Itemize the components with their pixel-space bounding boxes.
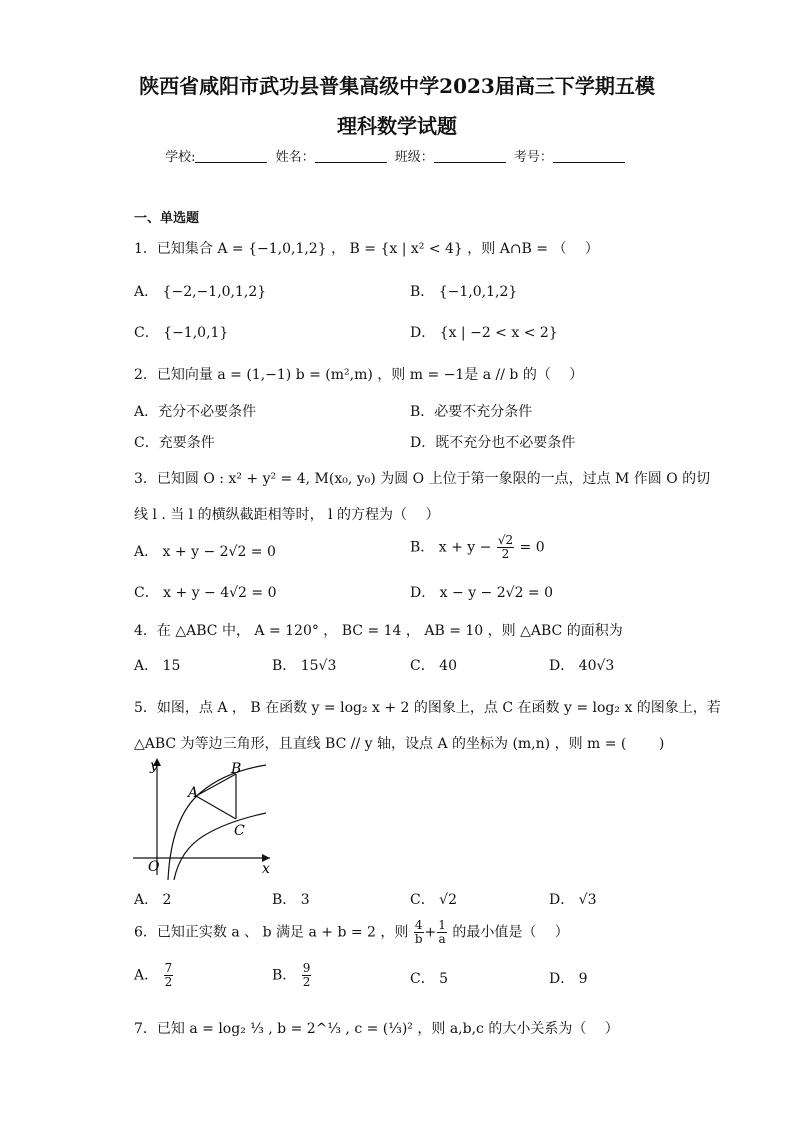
q5-option-a: A． 2 <box>134 892 172 908</box>
q6-plus: + <box>424 924 437 941</box>
label-b: B <box>231 761 242 777</box>
q2-option-b: B．必要不充分条件 <box>410 404 533 420</box>
q7-stem: 7．已知 a = log₂ ⅓ , b = 2^⅓ , c = (⅓)² ，则 a,b,c 的大小关系为（ ） <box>134 1021 619 1037</box>
q6-a-num: 7 <box>164 961 173 975</box>
q5-option-b: B． 3 <box>272 892 310 908</box>
q4-option-d: D． 40√3 <box>549 658 615 674</box>
q6-fraction-2 <box>437 919 447 946</box>
q6-stem-prefix: 6．已知正实数 a 、 b 满足 a + b = 2 ，则 <box>134 924 409 941</box>
q5-option-d: D． √3 <box>549 892 597 908</box>
q1-stem: 1．已知集合 A = {−1,0,1,2} ， B = {x | x² < 4} ，则 A∩B = （ ） <box>134 241 599 257</box>
q1-option-b: B． {−1,0,1,2} <box>410 284 518 300</box>
q1-option-c: C． {−1,0,1} <box>134 325 229 341</box>
q6-stem <box>134 919 569 946</box>
section-title: 一、单选题 <box>134 211 200 226</box>
class-blank <box>434 149 506 163</box>
q6-option-b-fraction <box>302 962 312 989</box>
curve-log2x-plus-2 <box>168 765 266 880</box>
q2-option-a: A．充分不必要条件 <box>134 404 257 420</box>
q6-option-d: D． 9 <box>549 971 588 987</box>
q3-option-a: A． x + y − 2√2 = 0 <box>134 544 276 560</box>
label-c: C <box>234 823 245 839</box>
q4-option-a: A． 15 <box>134 658 181 674</box>
q2-option-d: D．既不充分也不必要条件 <box>410 435 576 451</box>
q4-option-c: C． 40 <box>410 658 457 674</box>
curve-log2x <box>174 813 266 880</box>
q6-frac2-den: a <box>438 932 446 946</box>
q3-stem-line1: 3．已知圆 O : x² + y² = 4, M(x₀, y₀) 为圆 O 上位于第一象限的一点，过点 M 作圆 O 的切 <box>134 471 711 487</box>
q5-stem-line2: △ABC 为等边三角形，且直线 BC // y 轴，设点 A 的坐标为 (m,n) ，则 m = ( ) <box>134 736 665 752</box>
label-a: A <box>188 785 199 801</box>
q3-option-c: C． x + y − 4√2 = 0 <box>134 585 277 601</box>
q3-option-d: D． x − y − 2√2 = 0 <box>410 585 554 601</box>
class-label: 班级： <box>394 150 434 165</box>
q5-stem-line1: 5．如图，点 A ， B 在函数 y = log₂ x + 2 的图象上，点 C 在函数 y = log₂ x 的图象上，若 <box>134 700 721 716</box>
q3-stem-line2: 线 l . 当 l 的横纵截距相等时， l 的方程为（ ） <box>134 507 440 523</box>
exam-no-blank <box>553 149 625 163</box>
name-blank <box>315 149 387 163</box>
q5-option-c: C． √2 <box>410 892 457 908</box>
label-y: y <box>150 758 158 774</box>
q6-option-a-fraction <box>164 962 174 989</box>
name-label: 姓名： <box>275 150 315 165</box>
school-blank <box>195 149 267 163</box>
q6-b-num: 9 <box>302 961 311 975</box>
school-label: 学校: <box>165 150 196 165</box>
q6-option-b <box>272 962 312 989</box>
q5-figure <box>130 755 275 880</box>
q6-option-a <box>134 962 174 989</box>
q1-option-d: D． {x | −2 < x < 2} <box>410 325 558 341</box>
q6-option-b-prefix: B． <box>272 967 297 984</box>
q6-option-c: C． 5 <box>410 971 449 987</box>
exam-title-line2: 理科数学试题 <box>337 114 457 138</box>
exam-title-line1: 陕西省咸阳市武功县普集高级中学2023届高三下学期五模 <box>139 74 655 98</box>
segment-ac <box>196 796 236 819</box>
q6-stem-suffix: 的最小值是（ ） <box>452 924 569 941</box>
q6-option-a-prefix: A． <box>134 967 159 984</box>
label-origin: O <box>148 859 160 875</box>
q2-stem: 2．已知向量 a = (1,−1) b = (m²,m) ，则 m = −1是 a // b 的（ ） <box>134 367 584 383</box>
q3-option-b-fraction <box>497 534 514 561</box>
q6-frac1-num: 4 <box>414 918 423 932</box>
q4-stem: 4．在 △ABC 中， A = 120° ， BC = 14 ， AB = 10 ，则 △ABC 的面积为 <box>134 623 623 639</box>
label-x: x <box>262 861 270 877</box>
exam-no-label: 考号： <box>513 150 553 165</box>
student-info-row <box>0 146 794 165</box>
segment-ab <box>196 774 236 796</box>
q3-option-b-prefix: B． x + y − <box>410 539 492 556</box>
q6-fraction-1 <box>414 919 424 946</box>
q6-a-den: 2 <box>164 975 173 989</box>
q2-option-c: C．充要条件 <box>134 435 215 451</box>
q4-option-b: B． 15√3 <box>272 658 337 674</box>
q6-frac2-num: 1 <box>438 918 446 932</box>
q1-option-a: A． {−2,−1,0,1,2} <box>134 284 267 300</box>
q6-b-den: 2 <box>302 975 311 989</box>
q3-option-b <box>410 534 545 561</box>
q3-b-numerator: √2 <box>497 533 514 547</box>
q3-option-b-suffix: = 0 <box>519 539 545 556</box>
q3-b-denominator: 2 <box>501 547 510 561</box>
q6-frac1-den: b <box>414 932 423 946</box>
